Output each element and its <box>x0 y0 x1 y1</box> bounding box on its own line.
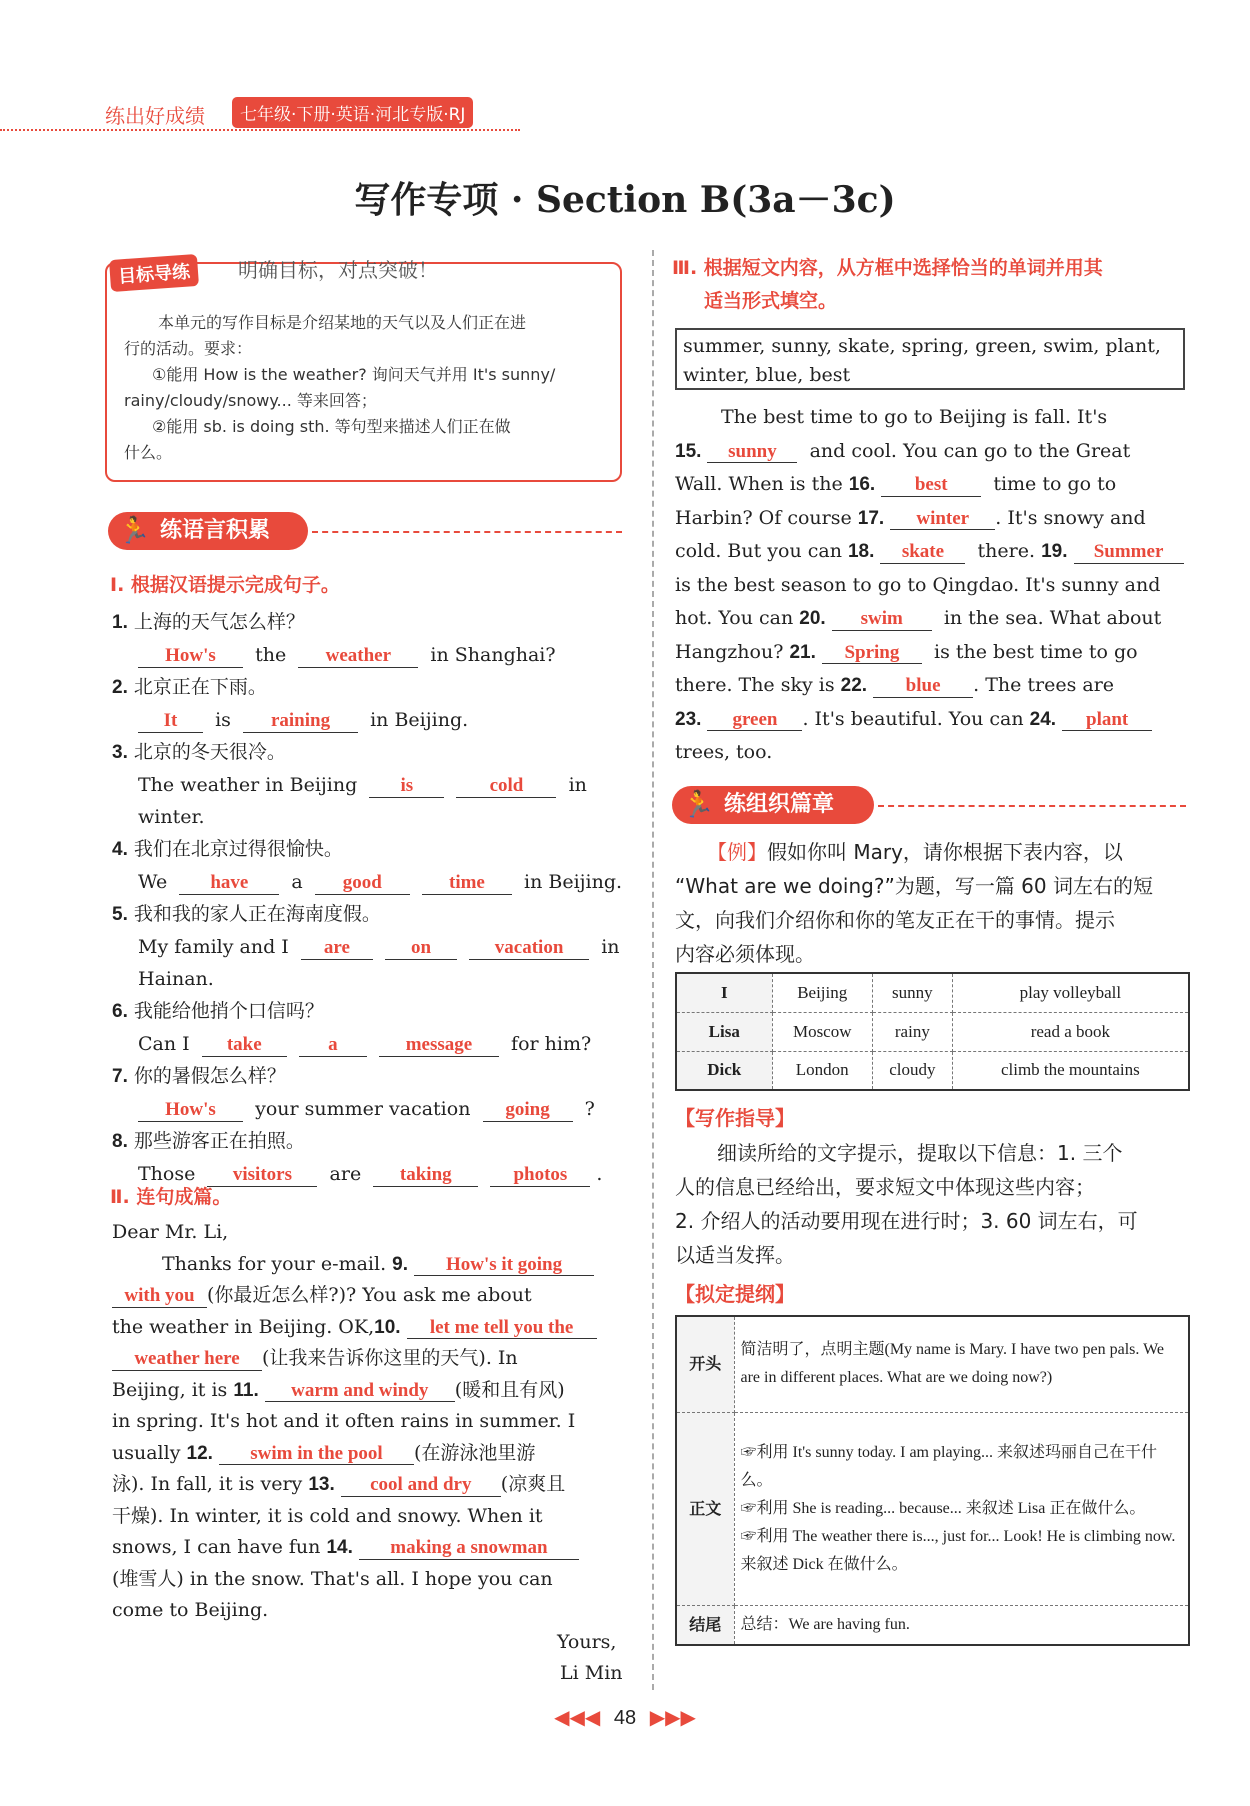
section-bar-language <box>108 512 308 550</box>
header-divider <box>0 129 520 131</box>
answer-blank: winter <box>890 508 995 531</box>
question-row: 1. 上海的天气怎么样？ <box>112 611 305 633</box>
info-row <box>676 1012 1189 1051</box>
answer-blank: making a snowman <box>359 1537 579 1560</box>
outline-content: ☞利用 It's sunny today. I am playing... 来叙述玛丽自己在干什么。 ☞利用 She is reading... because... 来叙述 Lisa 正在做什么。 ☞利用 The weather there is..., just for... Look! He is climbing now. 来叙述 Dick 在做什么。 <box>734 1412 1189 1605</box>
runner-icon: 🏃 <box>118 516 151 546</box>
part3-title: Ⅲ. 根据短文内容，从方框中选择恰当的单词并用其 适当形式填空。 <box>672 257 1103 312</box>
goal-text <box>124 310 614 466</box>
answer-blank: blue <box>873 675 973 698</box>
answer-blank: cool and dry <box>341 1474 501 1497</box>
part2-title: Ⅱ. 连句成篇。 <box>110 1186 232 1208</box>
info-cell: Lisa <box>676 1012 772 1051</box>
answer-blank: taking <box>373 1164 478 1187</box>
answer-blank: let me tell you the <box>407 1317 597 1340</box>
info-cell: London <box>772 1051 872 1090</box>
answer-blank: a <box>299 1034 367 1057</box>
answer-row: How's your summer vacation going ? <box>112 1093 627 1125</box>
goal-tag: 目标导练 <box>109 254 199 292</box>
answer-row: We have a good time in Beijing. <box>138 871 623 893</box>
info-cell: Moscow <box>772 1012 872 1051</box>
section-bar-writing <box>672 786 874 824</box>
part1-title: Ⅰ. 根据汉语提示完成句子。 <box>110 574 340 596</box>
goal-line: rainy/cloudy/snowy... 等来回答； <box>124 391 377 410</box>
outline-row <box>676 1605 1189 1645</box>
exercise-part1 <box>112 606 627 1190</box>
answer-blank: plant <box>1062 709 1152 732</box>
outline-row <box>676 1316 1189 1412</box>
answer-row: winter. <box>138 806 205 828</box>
answer-blank: good <box>315 872 410 895</box>
answer-blank: best <box>881 474 981 497</box>
answer-blank: message <box>379 1034 499 1057</box>
info-cell: play volleyball <box>952 973 1189 1012</box>
answer-blank: It <box>138 710 203 733</box>
example-prompt: 【例】假如你叫 Mary，请你根据下表内容，以 “What are we doing?”为题，写一篇 60 词左右的短 文，向我们介绍你和你的笔友正在干的事情。提示 内容必须体现。 <box>675 840 1153 966</box>
answer-blank: weather <box>298 645 418 668</box>
answer-blank: take <box>202 1034 287 1057</box>
outline-row <box>676 1412 1189 1605</box>
info-table <box>675 972 1190 1091</box>
header-brand: 练出好成绩 <box>105 104 205 128</box>
answer-blank: swim <box>832 608 932 631</box>
answer-row: It is raining in Beijing. <box>112 704 627 736</box>
answer-row: The weather in Beijing is cold in <box>138 774 587 796</box>
answer-blank: raining <box>243 710 358 733</box>
section-divider <box>878 805 1186 807</box>
answer-blank: warm and windy <box>265 1380 455 1403</box>
info-cell: rainy <box>872 1012 952 1051</box>
answer-blank: is <box>369 775 444 798</box>
section-title: 练组织篇章 <box>724 792 835 817</box>
answer-blank: How's <box>138 645 243 668</box>
section-title: 练语言积累 <box>160 518 271 543</box>
question-row: 6. 我能给他捎个口信吗？ <box>112 1000 324 1022</box>
outline-content: 总结：We are having fun. <box>734 1605 1189 1645</box>
goal-line: 行的活动。要求： <box>124 339 253 358</box>
letter-closing: Yours, <box>557 1630 617 1653</box>
header-badge: 七年级·下册·英语·河北专版·RJ <box>232 97 473 128</box>
goal-line: ①能用 How is the weather? 询问天气并用 It's sunny/ <box>152 365 556 384</box>
answer-blank: with you <box>112 1285 207 1308</box>
answer-blank: Spring <box>822 642 922 665</box>
info-cell: Dick <box>676 1051 772 1090</box>
outline-head: 正文 <box>676 1412 734 1605</box>
outline-table <box>675 1315 1190 1646</box>
answer-row: How's the weather in Shanghai? <box>112 639 627 671</box>
info-row <box>676 1051 1189 1090</box>
letter-greeting: Dear Mr. Li, <box>112 1221 229 1243</box>
page-footer <box>0 1705 1250 1730</box>
info-cell: Beijing <box>772 973 872 1012</box>
outline-head: 结尾 <box>676 1605 734 1645</box>
word-box: summer, sunny, skate, spring, green, swim, plant, winter, blue, best <box>675 328 1185 390</box>
cloze-passage: The best time to go to Beijing is fall. It's 15. sunny and cool. You can go to the Great Wall. When is the 16. best time to go to Harbin? Of course 17. winter . It's snowy and cold. But you can 18. skate there. 19. Summer is the best season to go to Qingdao. It's sunny and hot. You can 20. swim in the sea. What about Hangzhou? 21. Spring is the best time to go there. The sky is 22. blue . The trees are 23. green . It's beautiful. You can 24. plant trees, too. <box>675 401 1190 770</box>
info-cell: cloudy <box>872 1051 952 1090</box>
prev-arrows-icon: ◀◀◀ <box>554 1707 601 1729</box>
outline-content: 简洁明了，点明主题(My name is Mary. I have two pen pals. We are in different places. What are we doing now?) <box>734 1316 1189 1412</box>
answer-blank: How's it going <box>414 1254 594 1277</box>
goal-subtitle: 明确目标，对点突破！ <box>238 258 438 282</box>
column-divider <box>652 250 654 1690</box>
answer-blank: going <box>483 1099 573 1122</box>
guide-tag: 【写作指导】 <box>675 1106 795 1130</box>
section-divider <box>312 531 622 533</box>
page-title: 写作专项 · Section B(3a－3c) <box>354 179 896 221</box>
letter-signature: Li Min <box>560 1662 623 1684</box>
answer-blank: swim in the pool <box>219 1443 414 1466</box>
question-row: 2. 北京正在下雨。 <box>112 676 267 698</box>
question-row: 7. 你的暑假怎么样？ <box>112 1065 286 1087</box>
goal-line: 什么。 <box>124 443 173 462</box>
info-cell: I <box>676 973 772 1012</box>
answer-blank: have <box>179 872 279 895</box>
answer-blank: visitors <box>207 1164 317 1187</box>
answer-blank: green <box>707 709 802 732</box>
question-row: 5. 我和我的家人正在海南度假。 <box>112 903 381 925</box>
answer-row: Those visitors are taking photos . <box>138 1163 603 1185</box>
outline-head: 开头 <box>676 1316 734 1412</box>
answer-blank: time <box>422 872 512 895</box>
runner-icon: 🏃 <box>682 790 715 820</box>
answer-row: My family and I are on vacation in <box>138 936 620 958</box>
letter: Dear Mr. Li, Thanks for your e-mail. 9. How's it going with you (你最近怎么样?)? You ask me about the weather in Beijing. OK,10. let me tell you the weather here (让我来告诉你这里的天气). In Beijing, it is 11. warm and windy (暖和且有风) in spring. It's hot and it often rains in summer. I usually 12. swim in the pool (在游泳池里游 泳). In fall, it is very 13. cool and dry (凉爽且 干燥). In winter, it is cold and snowy. When it snows, I can have fun 14. making a snowman (堆雪人) in the snow. That's all. I hope you can come to Beijing. Yours, Li Min <box>112 1217 632 1690</box>
answer-blank: on <box>385 937 457 960</box>
info-cell: read a book <box>952 1012 1189 1051</box>
answer-row: Can I take a message for him? <box>138 1033 592 1055</box>
answer-blank: skate <box>880 541 965 564</box>
question-row: 3. 北京的冬天很冷。 <box>112 741 286 763</box>
info-cell: sunny <box>872 973 952 1012</box>
info-row <box>676 973 1189 1012</box>
answer-blank: weather here <box>112 1348 262 1371</box>
answer-blank: sunny <box>707 441 797 464</box>
question-row: 4. 我们在北京过得很愉快。 <box>112 838 343 860</box>
answer-row: Hainan. <box>138 968 214 990</box>
outline-tag: 【拟定提纲】 <box>675 1282 795 1306</box>
answer-blank: cold <box>456 775 556 798</box>
answer-blank: How's <box>138 1099 243 1122</box>
answer-blank: vacation <box>469 937 589 960</box>
page-number: 48 <box>613 1707 637 1729</box>
next-arrows-icon: ▶▶▶ <box>649 1707 696 1729</box>
goal-line: ②能用 sb. is doing sth. 等句型来描述人们正在做 <box>152 417 511 436</box>
answer-blank: are <box>301 937 373 960</box>
info-cell: climb the mountains <box>952 1051 1189 1090</box>
answer-blank: photos <box>490 1164 590 1187</box>
guide-text: 细读所给的文字提示，提取以下信息：1. 三个 人的信息已经给出，要求短文中体现这些内容； 2. 介绍人的活动要用现在进行时；3. 60 词左右，可 以适当发挥。 <box>675 1141 1138 1267</box>
answer-blank: Summer <box>1074 541 1184 564</box>
goal-line: 本单元的写作目标是介绍某地的天气以及人们正在进 <box>158 313 527 332</box>
question-row: 8. 那些游客正在拍照。 <box>112 1130 305 1152</box>
